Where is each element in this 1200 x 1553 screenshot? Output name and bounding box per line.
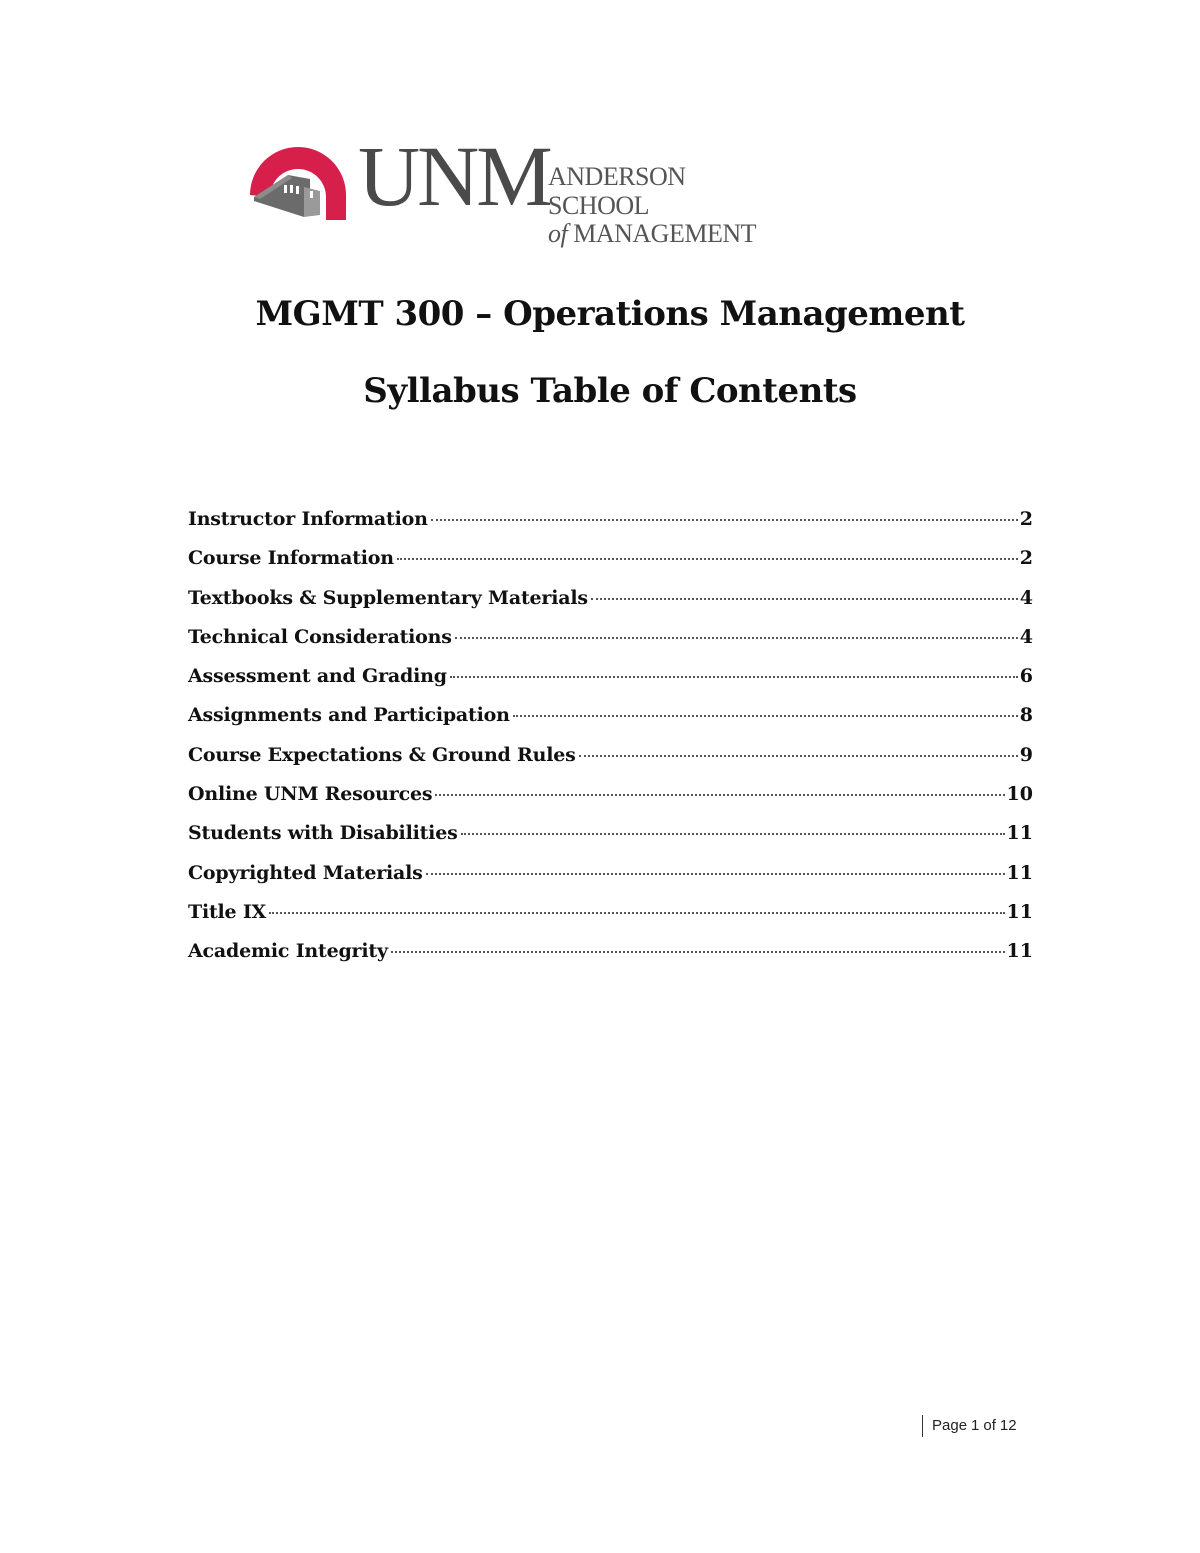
toc-dot-leader xyxy=(426,873,1005,875)
page-footer xyxy=(922,1415,1021,1437)
logo-wordmark: UNM xyxy=(358,128,550,224)
toc-entry[interactable] xyxy=(188,901,1033,940)
toc-entry[interactable] xyxy=(188,626,1033,665)
logo-school-name xyxy=(548,163,778,249)
toc-entry-label: Course Expectations & Ground Rules xyxy=(188,743,576,766)
toc-dot-leader xyxy=(591,598,1018,600)
toc-entry[interactable] xyxy=(188,822,1033,861)
toc-entry-label: Textbooks & Supplementary Materials xyxy=(188,586,588,609)
toc-entry[interactable] xyxy=(188,783,1033,822)
toc-entry[interactable] xyxy=(188,940,1033,979)
toc-entry[interactable] xyxy=(188,587,1033,626)
toc-entry-page-number: 10 xyxy=(1006,783,1033,806)
toc-dot-leader xyxy=(435,794,1004,796)
toc-entry-page-number: 4 xyxy=(1019,586,1033,609)
table-of-contents xyxy=(188,508,1033,980)
toc-entry-page-number: 11 xyxy=(1006,822,1033,845)
toc-entry-label: Academic Integrity xyxy=(188,940,388,963)
building-arch-icon xyxy=(248,145,348,225)
logo-school-line1: ANDERSON SCHOOL xyxy=(548,162,686,220)
toc-entry-label: Technical Considerations xyxy=(188,625,452,648)
toc-entry-page-number: 2 xyxy=(1019,547,1033,570)
footer-current-page: 1 xyxy=(971,1417,980,1434)
toc-entry-page-number: 2 xyxy=(1019,508,1033,530)
toc-entry-label: Assessment and Grading xyxy=(188,665,447,688)
toc-entry-page-number: 11 xyxy=(1006,900,1033,923)
unm-anderson-logo xyxy=(248,128,778,249)
toc-dot-leader xyxy=(397,558,1018,560)
toc-dot-leader xyxy=(391,951,1005,953)
toc-entry-page-number: 8 xyxy=(1019,704,1033,727)
toc-entry-label: Assignments and Participation xyxy=(188,704,510,727)
footer-of-word: of xyxy=(983,1417,996,1434)
logo-school-line2 xyxy=(548,220,778,249)
toc-entry-label: Students with Disabilities xyxy=(188,822,458,845)
toc-dot-leader xyxy=(450,676,1018,678)
toc-dot-leader xyxy=(461,833,1005,835)
toc-entry-label: Online UNM Resources xyxy=(188,783,433,806)
toc-dot-leader xyxy=(579,755,1018,757)
logo-management-word: MANAGEMENT xyxy=(573,219,756,249)
toc-entry-label: Instructor Information xyxy=(188,508,428,530)
toc-entry[interactable] xyxy=(188,704,1033,743)
toc-entry[interactable] xyxy=(188,862,1033,901)
toc-entry-page-number: 11 xyxy=(1006,861,1033,884)
toc-entry-label: Copyrighted Materials xyxy=(188,861,423,884)
toc-dot-leader xyxy=(455,637,1018,639)
footer-total-pages: 12 xyxy=(999,1417,1017,1434)
toc-entry-page-number: 4 xyxy=(1019,625,1033,648)
document-subtitle: Syllabus Table of Contents xyxy=(363,371,857,411)
toc-dot-leader xyxy=(431,519,1018,521)
logo-of-word: of xyxy=(548,219,568,249)
toc-entry-label: Course Information xyxy=(188,547,394,570)
toc-entry-page-number: 6 xyxy=(1019,665,1033,688)
toc-entry-page-number: 11 xyxy=(1006,940,1033,963)
toc-entry-page-number: 9 xyxy=(1019,743,1033,766)
toc-dot-leader xyxy=(269,912,1004,914)
toc-dot-leader xyxy=(513,715,1018,717)
footer-page-word: Page xyxy=(932,1417,968,1434)
toc-entry[interactable] xyxy=(188,547,1033,586)
toc-entry-label: Title IX xyxy=(188,900,267,923)
toc-entry[interactable] xyxy=(188,665,1033,704)
toc-entry[interactable] xyxy=(188,508,1033,547)
document-title: MGMT 300 – Operations Management xyxy=(255,294,965,334)
toc-entry[interactable] xyxy=(188,744,1033,783)
